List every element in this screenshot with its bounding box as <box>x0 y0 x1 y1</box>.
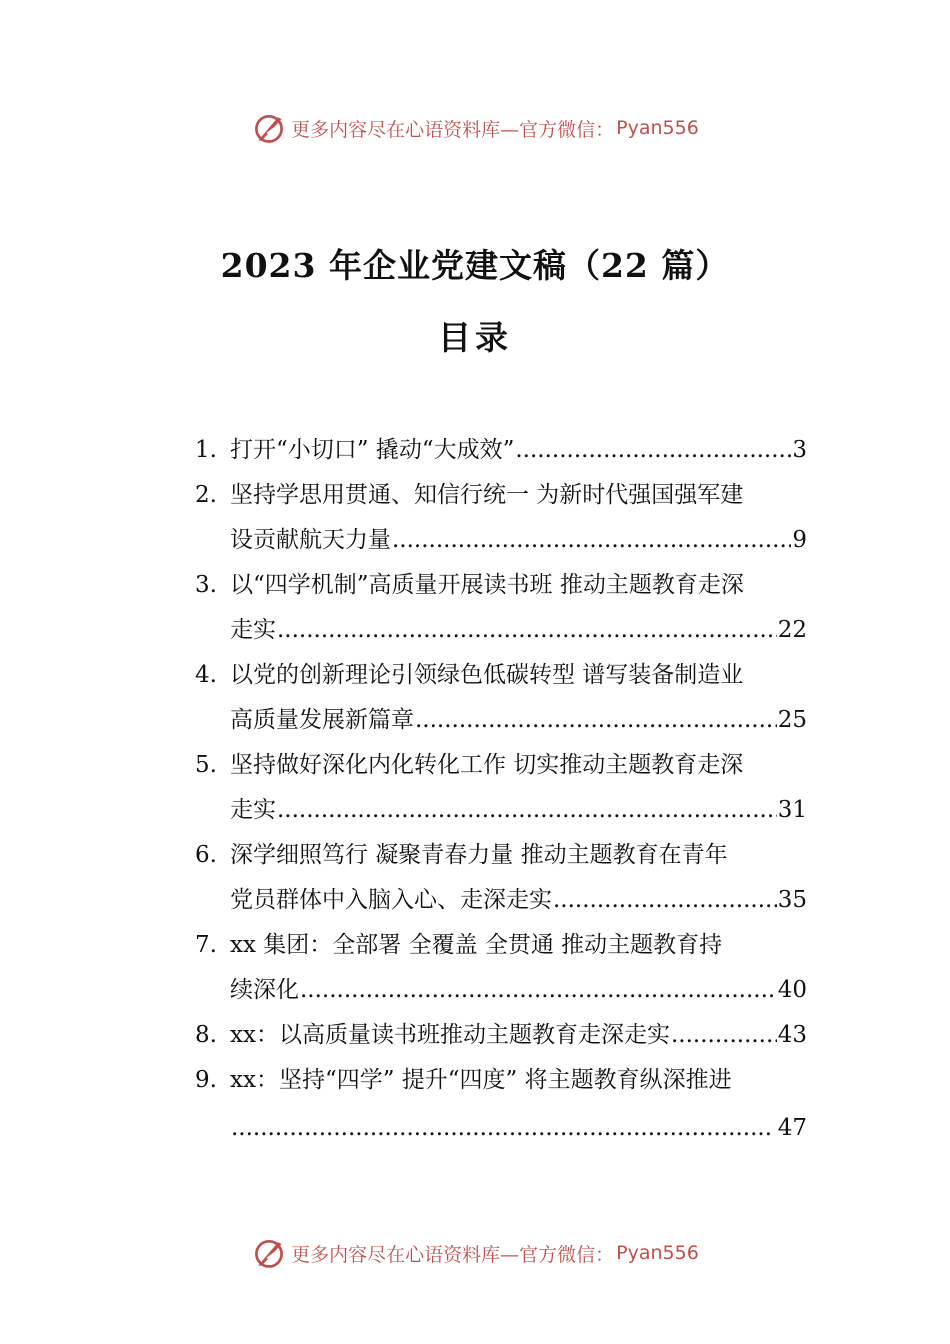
dot-leader <box>553 878 777 923</box>
toc-entry[interactable] <box>195 428 807 473</box>
toc-entry-title-cont: 设贡献航天力量 <box>230 527 391 553</box>
toc-entry-number: 8. <box>195 1022 217 1048</box>
toc-entry-title: xx 集团：全部署 全覆盖 全贯通 推动主题教育持 <box>230 932 723 958</box>
toc-entry-title: 以党的创新理论引领绿色低碳转型 谱写装备制造业 <box>230 662 744 688</box>
toc-entry-title: 深学细照笃行 凝聚青春力量 推动主题教育在青年 <box>230 842 728 868</box>
toc-entry-number: 9. <box>195 1067 217 1093</box>
toc-entry-title-cont: 走实 <box>230 797 276 823</box>
toc-entry[interactable] <box>195 473 807 563</box>
toc-entry[interactable] <box>195 833 807 923</box>
dot-leader <box>671 1013 777 1058</box>
toc-entry-page: 43 <box>777 1022 807 1048</box>
toc-entry[interactable] <box>195 923 807 1013</box>
table-of-contents <box>195 428 807 1153</box>
quill-pen-logo-icon <box>251 1235 287 1271</box>
toc-entry-title: 打开“小切口” 撬动“大成效” <box>230 437 515 463</box>
dot-leader <box>415 698 777 743</box>
toc-entry-title-cont: 续深化 <box>230 977 299 1003</box>
toc-entry[interactable] <box>195 1013 807 1058</box>
toc-entry[interactable] <box>195 653 807 743</box>
toc-entry[interactable] <box>195 1058 807 1153</box>
banner-text: 更多内容尽在心语资料库—官方微信： <box>291 1243 615 1266</box>
toc-entry[interactable] <box>195 563 807 653</box>
toc-entry-number: 1. <box>195 437 217 463</box>
toc-entry-number: 2. <box>195 482 217 508</box>
toc-entry-title-cont: 走实 <box>230 617 276 643</box>
dot-leader <box>392 518 791 563</box>
toc-entry-page: 25 <box>777 707 807 733</box>
toc-entry-number: 6. <box>195 842 217 868</box>
dot-leader <box>231 1103 771 1153</box>
banner-wechat-id: Pyan556 <box>616 1242 699 1264</box>
quill-pen-logo-icon <box>251 110 287 146</box>
toc-entry-page: 40 <box>777 977 807 1003</box>
footer-banner <box>0 1233 950 1273</box>
document-title: 2023 年企业党建文稿（22 篇） <box>220 246 730 285</box>
toc-entry-number: 7. <box>195 932 217 958</box>
toc-entry-page: 35 <box>777 887 807 913</box>
toc-entry-page: 9 <box>792 527 807 553</box>
toc-entry-number: 5. <box>195 752 217 778</box>
toc-entry-page: 3 <box>792 437 807 463</box>
banner-wechat-id: Pyan556 <box>616 117 699 139</box>
header-banner <box>0 108 950 148</box>
toc-entry-page: 47 <box>777 1115 807 1141</box>
toc-entry[interactable] <box>195 743 807 833</box>
toc-heading: 目录 <box>438 318 512 357</box>
toc-entry-number: 4. <box>195 662 217 688</box>
dot-leader <box>277 788 777 833</box>
toc-entry-title: 以“四学机制”高质量开展读书班 推动主题教育走深 <box>230 572 744 598</box>
toc-entry-title: xx：以高质量读书班推动主题教育走深走实 <box>230 1022 670 1048</box>
toc-entry-title-cont: 党员群体中入脑入心、走深走实 <box>230 887 552 913</box>
dot-leader <box>515 428 791 473</box>
toc-entry-title: 坚持学思用贯通、知信行统一 为新时代强国强军建 <box>230 482 744 508</box>
dot-leader <box>277 608 777 653</box>
toc-entry-title: xx：坚持“四学” 提升“四度” 将主题教育纵深推进 <box>230 1067 732 1093</box>
toc-entry-title-cont: 高质量发展新篇章 <box>230 707 414 733</box>
toc-entry-page: 22 <box>777 617 807 643</box>
toc-entry-number: 3. <box>195 572 217 598</box>
banner-text: 更多内容尽在心语资料库—官方微信： <box>291 118 615 141</box>
toc-entry-title: 坚持做好深化内化转化工作 切实推动主题教育走深 <box>230 752 744 778</box>
dot-leader <box>300 968 777 1013</box>
toc-entry-page: 31 <box>777 797 807 823</box>
